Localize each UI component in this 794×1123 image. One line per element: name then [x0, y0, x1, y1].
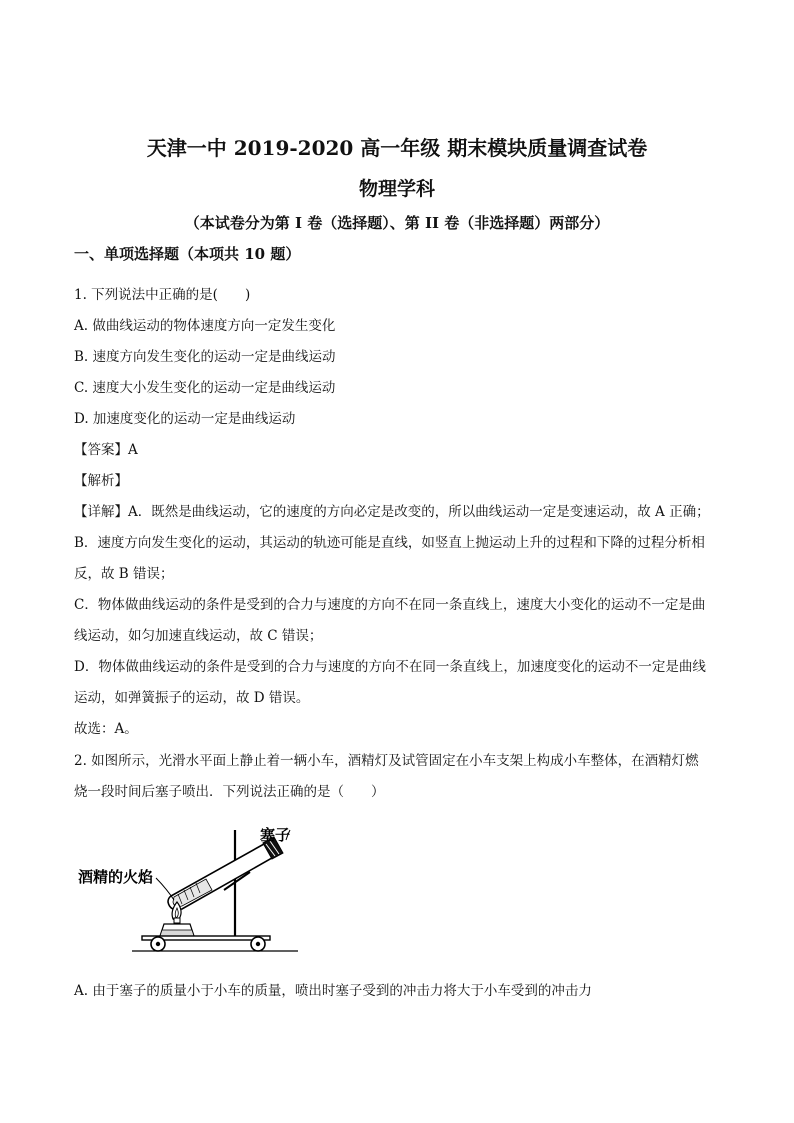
q2-option-a: A. 由于塞子的质量小于小车的质量，喷出时塞子受到的冲击力将大于小车受到的冲击力 [74, 983, 592, 999]
label-stopper: 塞子 [260, 826, 291, 844]
exam-title: 天津一中 2019-2020 高一年级 期末模块质量调查试卷 [146, 136, 648, 160]
explanation-c2: 线运动，如匀加速直线运动，故 C 错误； [74, 628, 323, 644]
cart-wheel-left [151, 937, 165, 951]
flame-leader [156, 878, 174, 900]
q2-figure [74, 818, 314, 958]
exam-note: （本试卷分为第 I 卷（选择题）、第 II 卷（非选择题）两部分） [184, 214, 610, 232]
q1-option-d: D. 加速度变化的运动一定是曲线运动 [74, 411, 296, 427]
explanation-c1: C．物体做曲线运动的条件是受到的合力与速度的方向不在同一条直线上，速度大小变化的运动不一定是曲 [74, 597, 706, 613]
q1-option-c: C. 速度大小发生变化的运动一定是曲线运动 [74, 380, 336, 396]
detail-tag: 【详解】 [74, 504, 128, 520]
q1-option-a: A. 做曲线运动的物体速度方向一定发生变化 [74, 318, 336, 334]
q1-stem: 1. 下列说法中正确的是( ) [74, 287, 251, 303]
alcohol-lamp [160, 918, 194, 936]
explanation-b2: 反，故 B 错误； [74, 566, 174, 582]
q1-option-b: B. 速度方向发生变化的运动一定是曲线运动 [74, 349, 336, 365]
q1-explanation-line [74, 500, 710, 520]
answer-value: A [128, 442, 138, 458]
q1-analysis-tag: 【解析】 [74, 473, 128, 489]
explanation-d2: 运动，如弹簧振子的运动，故 D 错误。 [74, 690, 310, 706]
q2-stem-line-1: 2. 如图所示，光滑水平面上静止着一辆小车，酒精灯及试管固定在小车支架上构成小车整体，在酒精灯燃 [74, 753, 699, 769]
section-heading: 一、单项选择题（本项共 10 题） [74, 245, 301, 263]
label-flame: 酒精的火焰 [78, 868, 154, 886]
subject-title: 物理学科 [358, 178, 435, 200]
explanation-a: A．既然是曲线运动，它的速度的方向必定是改变的，所以曲线运动一定是变速运动，故 A 正确； [128, 504, 710, 520]
explanation-conclusion: 故选：A。 [74, 721, 138, 737]
cart-wheel-right [251, 937, 265, 951]
explanation-d1: D．物体做曲线运动的条件是受到的合力与速度的方向不在同一条直线上，加速度变化的运动不一定是曲线 [74, 659, 706, 675]
answer-tag: 【答案】 [74, 442, 128, 458]
explanation-b1: B．速度方向发生变化的运动，其运动的轨迹可能是直线，如竖直上抛运动上升的过程和下降的过程分析相 [74, 535, 705, 551]
q1-answer [74, 438, 138, 458]
q2-stem-line-2: 烧一段时间后塞子喷出．下列说法正确的是（ ） [74, 784, 385, 800]
test-tube [168, 844, 272, 910]
